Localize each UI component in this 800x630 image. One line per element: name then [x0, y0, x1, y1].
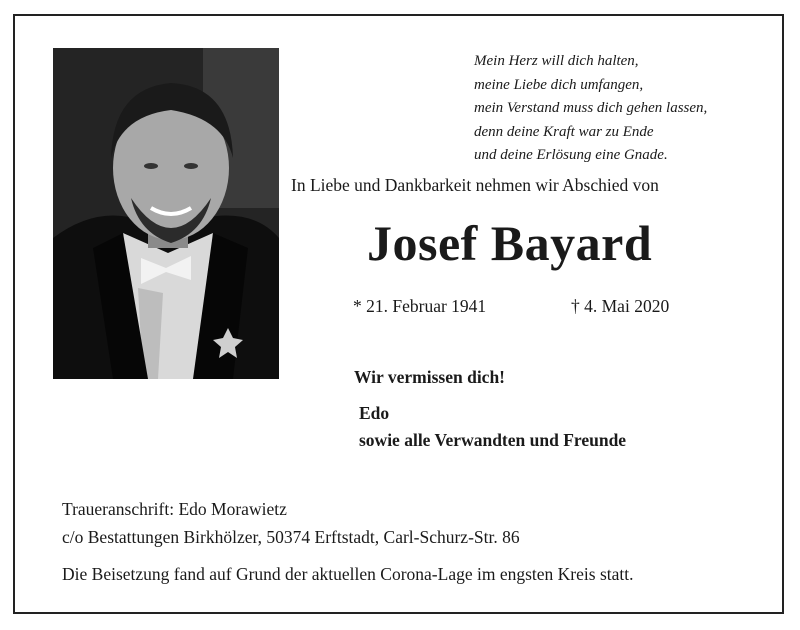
portrait-photo: [53, 48, 279, 379]
poem-line: mein Verstand muss dich gehen lassen,: [474, 100, 708, 116]
poem-line: meine Liebe dich umfangen,: [474, 76, 644, 93]
farewell-message: Wir vermissen dich!: [354, 367, 506, 387]
deceased-name: Josef Bayard: [367, 215, 653, 271]
birth-date: * 21. Februar 1941: [353, 296, 487, 316]
intro-text: In Liebe und Dankbarkeit nehmen wir Abschied von: [291, 175, 659, 195]
poem: [474, 50, 774, 168]
poem-line: denn deine Kraft war zu Ende: [474, 123, 654, 140]
signers: [359, 400, 626, 454]
death-date: † 4. Mai 2020: [571, 296, 670, 316]
poem-line: Mein Herz will dich halten,: [474, 53, 639, 69]
poem-line: und deine Erlösung eine Gnade.: [474, 147, 668, 163]
signer-line: sowie alle Verwandten und Freunde: [359, 430, 627, 450]
mourning-address: [62, 495, 520, 551]
address-line: c/o Bestattungen Birkhölzer, 50374 Erftstadt, Carl-Schurz-Str. 86: [62, 527, 520, 547]
address-line: Traueranschrift: Edo Morawietz: [62, 499, 287, 519]
burial-notice: Die Beisetzung fand auf Grund der aktuellen Corona-Lage im engsten Kreis statt.: [62, 564, 634, 584]
signer-line: Edo: [359, 403, 390, 423]
portrait-illustration: [53, 48, 279, 379]
